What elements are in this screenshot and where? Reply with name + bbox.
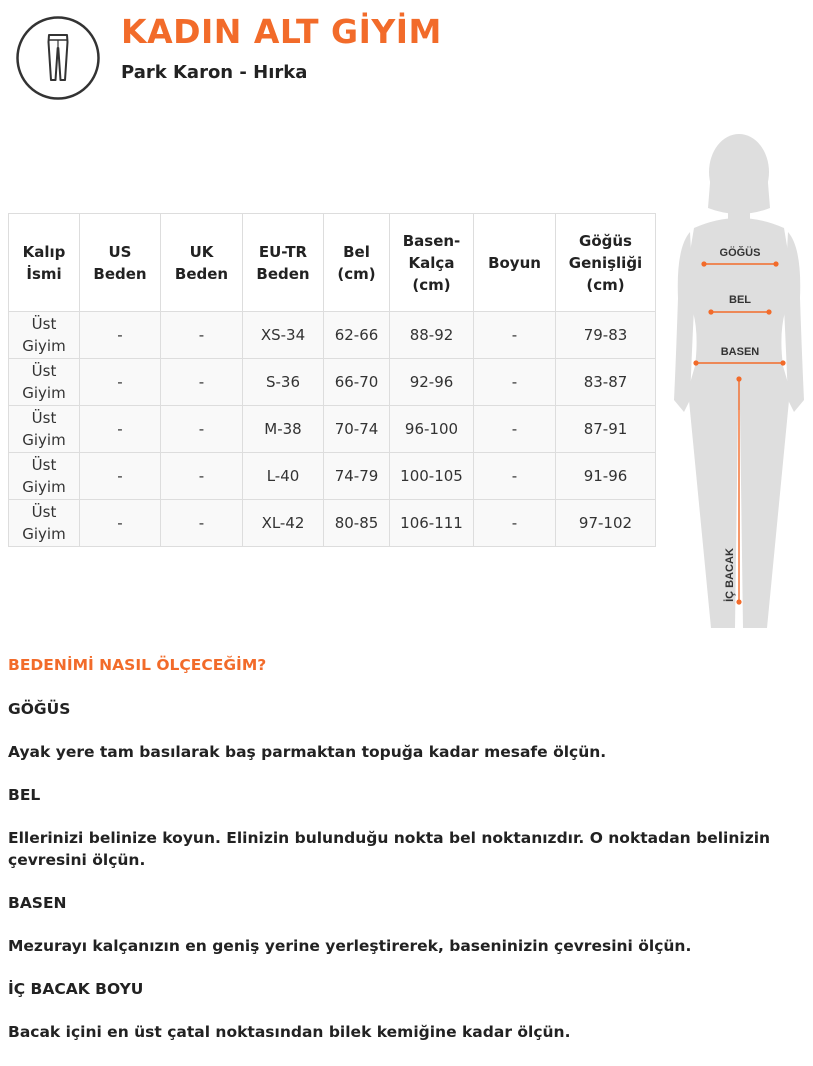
col-header: Basen-Kalça (cm) [390,214,474,312]
table-cell: - [80,312,161,359]
table-row [9,500,656,547]
table-cell: Üst Giyim [9,312,80,359]
table-cell: 79-83 [556,312,656,359]
col-header: Bel (cm) [324,214,390,312]
guide-text-waist: Ellerinizi belinize koyun. Elinizin bulunduğu nokta bel noktanızdır. O noktadan belinizin çevresini ölçün. [8,829,771,869]
guide-text-hip: Mezurayı kalçanızın en geniş yerine yerleştirerek, baseninizin çevresini ölçün. [8,937,692,955]
pants-icon [16,16,100,100]
size-chart-table [8,213,656,547]
col-header: EU-TR Beden [243,214,324,312]
table-cell: 100-105 [390,453,474,500]
table-cell: Üst Giyim [9,406,80,453]
table-cell: - [80,406,161,453]
table-cell: - [474,500,556,547]
table-cell: 88-92 [390,312,474,359]
chest-label: GÖĞÜS [719,247,761,259]
hip-label: BASEN [720,346,760,358]
table-cell: - [161,453,243,500]
table-cell: - [474,312,556,359]
product-subtitle: Park Karon - Hırka [121,62,308,83]
waist-label: BEL [729,294,751,306]
guide-heading-hip: BASEN [8,894,67,912]
table-cell: 66-70 [324,359,390,406]
table-cell: Üst Giyim [9,500,80,547]
table-row [9,359,656,406]
col-header: Göğüs Genişliği (cm) [556,214,656,312]
table-cell: - [80,359,161,406]
guide-title: BEDENİMİ NASIL ÖLÇECEĞİM? [8,656,267,674]
table-cell: 91-96 [556,453,656,500]
measurement-guide [8,654,808,1064]
table-cell: 62-66 [324,312,390,359]
table-cell: 106-111 [390,500,474,547]
table-cell: 92-96 [390,359,474,406]
table-cell: Üst Giyim [9,453,80,500]
col-header: Kalıp İsmi [9,214,80,312]
col-header: UK Beden [161,214,243,312]
table-row [9,406,656,453]
table-row [9,312,656,359]
table-cell: L-40 [243,453,324,500]
table-cell: S-36 [243,359,324,406]
table-cell: - [474,359,556,406]
table-cell: Üst Giyim [9,359,80,406]
table-cell: 70-74 [324,406,390,453]
table-cell: 80-85 [324,500,390,547]
guide-text-chest: Ayak yere tam basılarak baş parmaktan topuğa kadar mesafe ölçün. [8,743,607,761]
table-cell: 97-102 [556,500,656,547]
guide-heading-inseam: İÇ BACAK BOYU [8,980,144,998]
table-cell: - [474,406,556,453]
table-cell: 74-79 [324,453,390,500]
table-cell: XS-34 [243,312,324,359]
table-cell: 87-91 [556,406,656,453]
inseam-label: İÇ BACAK [724,548,736,602]
table-cell: - [161,500,243,547]
table-cell: - [161,359,243,406]
table-cell: XL-42 [243,500,324,547]
table-header-row [9,214,656,312]
col-header: US Beden [80,214,161,312]
col-header: Boyun [474,214,556,312]
body-measurement-figure [666,128,813,628]
table-cell: - [80,453,161,500]
table-cell: 83-87 [556,359,656,406]
guide-heading-waist: BEL [8,786,41,804]
guide-heading-chest: GÖĞÜS [8,700,71,718]
table-cell: M-38 [243,406,324,453]
table-cell: - [80,500,161,547]
table-cell: 96-100 [390,406,474,453]
page-title: KADIN ALT GİYİM [121,12,442,51]
guide-text-inseam: Bacak içini en üst çatal noktasından bilek kemiğine kadar ölçün. [8,1023,571,1041]
table-cell: - [161,406,243,453]
table-cell: - [161,312,243,359]
table-cell: - [474,453,556,500]
table-row [9,453,656,500]
